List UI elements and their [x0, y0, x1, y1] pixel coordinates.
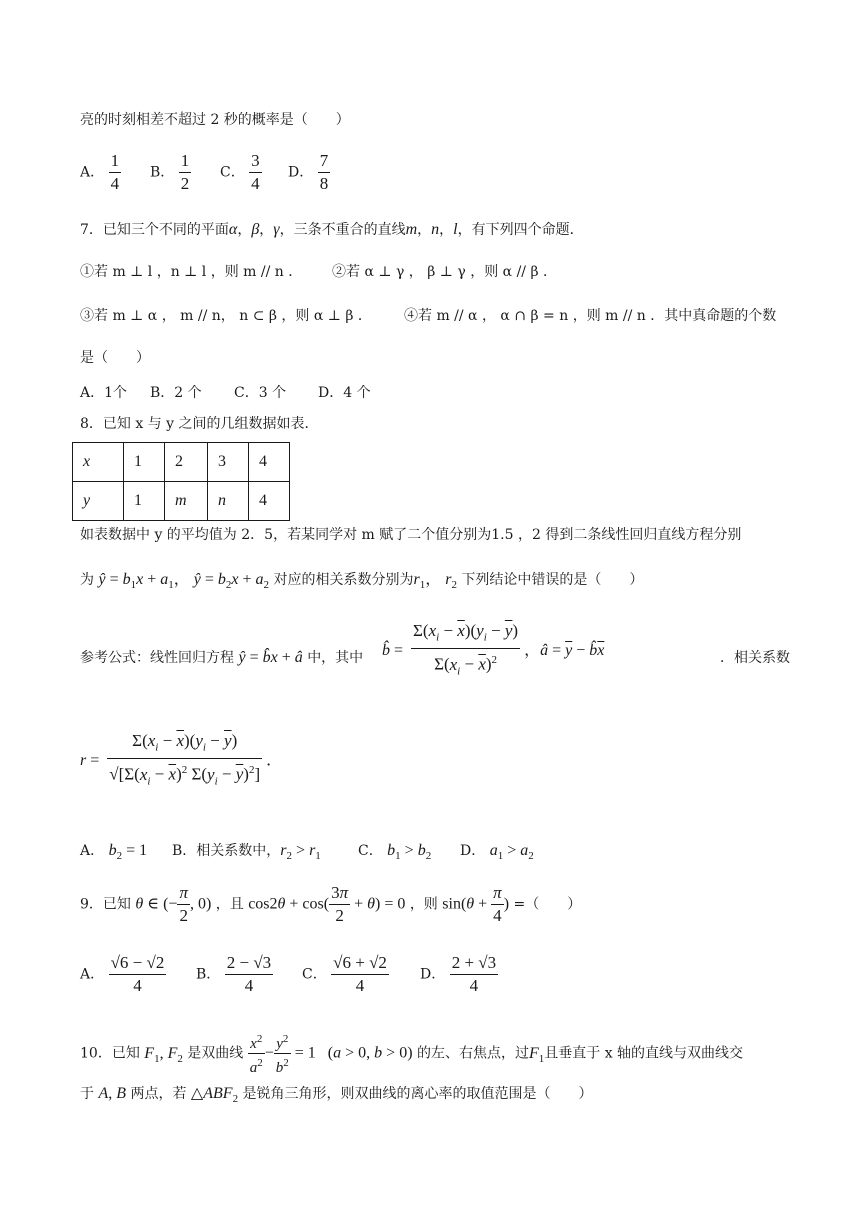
table-cell: 1: [124, 443, 165, 482]
q8-stem: 8．已知 x 与 y 之间的几组数据如表．: [80, 416, 319, 432]
q7-option-b[interactable]: B．2 个: [150, 385, 202, 401]
fraction: $\frac{1}{2}$: [180, 151, 190, 193]
table-cell: x: [73, 443, 124, 482]
q10-line-2: 于 A, B 两点，若 $\triangle ABF_2$ 是锐角三角形，则双曲线的离心率的取值范围是（ ）: [80, 1085, 593, 1106]
data-table: [72, 442, 290, 521]
q6-option-b[interactable]: B． $\frac{1}{2}$: [150, 151, 190, 193]
r-formula: r = $\frac{\Sigma(x_i - \overline{x})(y_i - \overline{y})}{√[\Sigma(x_i - \overline{x})^2 \Sigma(y_i - \overline{y})^2]}$ ．: [80, 731, 283, 788]
q7-option-a[interactable]: A．1个: [80, 385, 128, 401]
table-cell: y: [73, 482, 124, 521]
q7-proposition-4: ④若 m // α ， α ∩ β = n ，则 m // n ．其中真命题的个数: [404, 308, 777, 324]
table-cell: 2: [165, 443, 208, 482]
q6-stem-tail: 亮的时刻相差不超过 2 秒的概率是（ ）: [80, 112, 350, 128]
q7-proposition-1: ①若 m ⊥ l ，n ⊥ l ，则 m // n ．: [80, 264, 303, 280]
q8-line-1: 如表数据中 y 的平均值为 2．5，若某同学对 m 赋了二个值分别为1.5 ，2 得到二条线性回归直线方程分别: [80, 527, 742, 543]
table-cell: 1: [124, 482, 165, 521]
q8-reference-tail: ．相关系数: [720, 650, 790, 666]
fraction: $\frac{7}{8}$: [319, 151, 329, 193]
q6-option-c[interactable]: C． $\frac{3}{4}$: [220, 151, 260, 193]
fraction: $\frac{3}{4}$: [251, 151, 260, 193]
q9-option-d[interactable]: D． $\frac{2 + √3}{4}$: [420, 953, 497, 995]
q9-option-c[interactable]: C． $\frac{√6 + √2}{4}$: [302, 953, 387, 995]
b-hat-formula: b̂ = $\frac{\Sigma(x_i - \overline{x})(y_i - \overline{y})}{\Sigma(x_i - \overline{x})^2}$ ，â = $\overline{y}$ − $b̂\overline{x}$: [382, 621, 605, 678]
q9-stem: 9．已知 θ ∈ (− $\frac{\pi}{2}$ , 0) ，且 cos2θ + cos( $\frac{3\pi}{2}$ + θ) = 0 ，则 sin(θ + $\frac{\pi}{4}$ ) =（ ）: [80, 883, 582, 925]
q7-stem-tail: 是（ ）: [80, 350, 150, 366]
q9-option-b[interactable]: B． $\frac{2 - √3}{4}$: [196, 953, 272, 995]
q7-proposition-2: ②若 α ⊥ γ ， β ⊥ γ ，则 α // β ．: [332, 264, 557, 280]
fraction: $\frac{1}{4}$: [110, 151, 120, 193]
q10-stem: 10．已知 $F_1$, $F_2$ 是双曲线 $\frac{x^2}{a^2}$ − $\frac{y^2}{b^2}$ = 1 (a > 0, b > 0) 的左、右焦点，过$F_1$且垂直于 x 轴的直线与双曲线交: [80, 1030, 743, 1077]
q8-option-b[interactable]: B．相关系数中，$r_2 > r_1$: [172, 842, 321, 863]
q8-option-c[interactable]: C． $b_1 > b_2$: [358, 842, 432, 863]
q7-option-c[interactable]: C．3 个: [234, 385, 287, 401]
table-cell: 3: [208, 443, 249, 482]
table-cell: n: [208, 482, 249, 521]
table-cell: m: [165, 482, 208, 521]
q6-option-d[interactable]: D． $\frac{7}{8}$: [288, 151, 329, 193]
q7-option-d[interactable]: D．4 个: [318, 385, 371, 401]
table-row: [73, 482, 290, 521]
q9-option-a[interactable]: A． $\frac{√6 - √2}{4}$: [80, 953, 165, 995]
q8-reference-formula: 参考公式：线性回归方程 ŷ = b̂x + â 中，其中: [80, 649, 364, 666]
q7-proposition-3: ③若 m ⊥ α ， m // n， n ⊂ β ，则 α ⊥ β ．: [80, 308, 372, 324]
q8-option-d[interactable]: D． $a_1 > a_2$: [460, 842, 534, 863]
q6-option-a[interactable]: A． $\frac{1}{4}$: [80, 151, 120, 193]
table-cell: 4: [249, 443, 290, 482]
table-cell: 4: [249, 482, 290, 521]
table-row: [73, 443, 290, 482]
q8-line-2: 为 ŷ = $b_1x + a_1$， ŷ = $b_2x + a_2$ 对应的相关系数分别为$r_1$， $r_2$ 下列结论中错误的是（ ）: [80, 571, 644, 592]
q7-stem: 7．已知三个不同的平面α，β，γ，三条不重合的直线m，n，l，有下列四个命题．: [80, 221, 584, 238]
q8-option-a[interactable]: A． $b_2 = 1$: [80, 842, 148, 863]
